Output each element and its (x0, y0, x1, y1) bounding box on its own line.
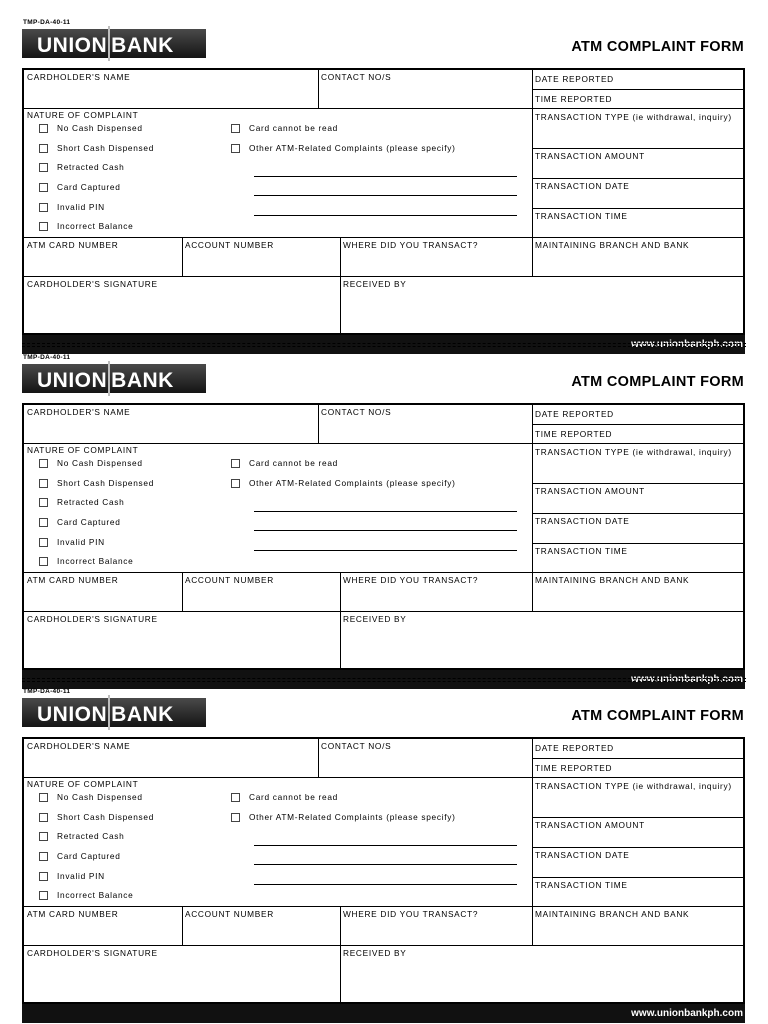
transaction-amount-field[interactable]: TRANSACTION AMOUNT (535, 486, 645, 496)
time-reported-field[interactable]: TIME REPORTED (535, 94, 613, 104)
checkbox[interactable] (39, 538, 48, 547)
row-divider (532, 543, 743, 544)
row-divider (532, 89, 743, 90)
where-transact-field[interactable]: WHERE DID YOU TRANSACT? (343, 909, 479, 919)
footer-bar (22, 670, 745, 689)
option-label: Retracted Cash (57, 162, 125, 172)
checkbox[interactable] (39, 459, 48, 468)
checkbox[interactable] (231, 479, 240, 488)
checkbox[interactable] (39, 852, 48, 861)
row-divider (532, 847, 743, 848)
maintaining-branch-field[interactable]: MAINTAINING BRANCH AND BANK (535, 909, 690, 919)
cardholder-signature-field[interactable]: CARDHOLDER'S SIGNATURE (27, 279, 158, 289)
nature-label: NATURE OF COMPLAINT (27, 779, 139, 789)
col-divider (340, 906, 341, 1004)
option-label: Short Cash Dispensed (57, 812, 155, 822)
col-divider (318, 70, 319, 108)
col-divider (318, 739, 319, 777)
unionbank-logo (22, 29, 206, 58)
maintaining-branch-field[interactable]: MAINTAINING BRANCH AND BANK (535, 575, 690, 585)
logo-text-union: UNION (37, 703, 108, 727)
received-by-field[interactable]: RECEIVED BY (343, 279, 407, 289)
logo-text-union: UNION (37, 34, 108, 58)
cut-line (22, 678, 746, 679)
checkbox[interactable] (39, 222, 48, 231)
logo-text-union: UNION (37, 369, 108, 393)
logo-divider (108, 361, 110, 396)
option-label: Invalid PIN (57, 537, 105, 547)
transaction-time-field[interactable]: TRANSACTION TIME (535, 546, 628, 556)
form-grid (22, 737, 745, 1004)
row-divider (532, 178, 743, 179)
row-divider (24, 443, 743, 444)
transaction-amount-field[interactable]: TRANSACTION AMOUNT (535, 820, 645, 830)
col-divider (532, 739, 533, 945)
cardholder-name-field[interactable]: CARDHOLDER'S NAME (27, 407, 131, 417)
specify-line[interactable] (254, 884, 517, 885)
checkbox[interactable] (39, 144, 48, 153)
option-label: Card cannot be read (249, 123, 338, 133)
col-divider (182, 906, 183, 945)
option-label: Short Cash Dispensed (57, 478, 155, 488)
cardholder-signature-field[interactable]: CARDHOLDER'S SIGNATURE (27, 948, 158, 958)
checkbox[interactable] (39, 793, 48, 802)
option-label: No Cash Dispensed (57, 458, 143, 468)
checkbox[interactable] (39, 124, 48, 133)
specify-line[interactable] (254, 845, 517, 846)
specify-line[interactable] (254, 215, 517, 216)
col-divider (340, 237, 341, 335)
col-divider (182, 237, 183, 276)
row-divider (24, 572, 743, 573)
option-label: Retracted Cash (57, 497, 125, 507)
row-divider (532, 877, 743, 878)
cardholder-name-field[interactable]: CARDHOLDER'S NAME (27, 741, 131, 751)
option-label: Other ATM-Related Complaints (please specify) (249, 812, 456, 822)
row-divider (532, 208, 743, 209)
transaction-type-field[interactable]: TRANSACTION TYPE (ie withdrawal, inquiry) (535, 447, 732, 457)
logo-text-bank: BANK (111, 34, 174, 58)
col-divider (318, 405, 319, 443)
option-label: Other ATM-Related Complaints (please specify) (249, 478, 456, 488)
form-grid (22, 68, 745, 335)
account-number-field[interactable]: ACCOUNT NUMBER (185, 240, 274, 250)
form-code: TMP-DA-40-11 (23, 19, 71, 26)
option-label: Retracted Cash (57, 831, 125, 841)
option-label: No Cash Dispensed (57, 123, 143, 133)
form-code: TMP-DA-40-11 (23, 354, 71, 361)
specify-line[interactable] (254, 550, 517, 551)
contact-field[interactable]: CONTACT NO/S (321, 407, 392, 417)
account-number-field[interactable]: ACCOUNT NUMBER (185, 575, 274, 585)
form-title: ATM COMPLAINT FORM (571, 374, 744, 390)
option-label: Other ATM-Related Complaints (please specify) (249, 143, 456, 153)
maintaining-branch-field[interactable]: MAINTAINING BRANCH AND BANK (535, 240, 690, 250)
logo-divider (108, 26, 110, 61)
option-label: Incorrect Balance (57, 221, 134, 231)
checkbox[interactable] (39, 183, 48, 192)
time-reported-field[interactable]: TIME REPORTED (535, 429, 613, 439)
account-number-field[interactable]: ACCOUNT NUMBER (185, 909, 274, 919)
website-link[interactable]: www.unionbankph.com (631, 339, 743, 350)
date-reported-field[interactable]: DATE REPORTED (535, 74, 614, 84)
row-divider (532, 758, 743, 759)
cardholder-signature-field[interactable]: CARDHOLDER'S SIGNATURE (27, 614, 158, 624)
logo-text-bank: BANK (111, 369, 174, 393)
row-divider (532, 148, 743, 149)
nature-label: NATURE OF COMPLAINT (27, 445, 139, 455)
row-divider (24, 108, 743, 109)
option-label: Card Captured (57, 851, 121, 861)
received-by-field[interactable]: RECEIVED BY (343, 948, 407, 958)
transaction-time-field[interactable]: TRANSACTION TIME (535, 880, 628, 890)
transaction-type-field[interactable]: TRANSACTION TYPE (ie withdrawal, inquiry) (535, 781, 732, 791)
form-grid (22, 403, 745, 670)
option-label: Card Captured (57, 182, 121, 192)
option-label: Card cannot be read (249, 458, 338, 468)
col-divider (182, 572, 183, 611)
transaction-date-field[interactable]: TRANSACTION DATE (535, 850, 630, 860)
checkbox[interactable] (39, 203, 48, 212)
row-divider (24, 237, 743, 238)
row-divider (24, 777, 743, 778)
date-reported-field[interactable]: DATE REPORTED (535, 409, 614, 419)
cut-line (22, 346, 746, 347)
option-label: Card cannot be read (249, 792, 338, 802)
time-reported-field[interactable]: TIME REPORTED (535, 763, 613, 773)
unionbank-logo (22, 364, 206, 393)
cardholder-name-field[interactable]: CARDHOLDER'S NAME (27, 72, 131, 82)
option-label: Invalid PIN (57, 871, 105, 881)
specify-line[interactable] (254, 864, 517, 865)
checkbox[interactable] (39, 832, 48, 841)
cut-line (22, 681, 746, 682)
unionbank-logo (22, 698, 206, 727)
atm-card-number-field[interactable]: ATM CARD NUMBER (27, 240, 119, 250)
checkbox[interactable] (231, 793, 240, 802)
specify-line[interactable] (254, 195, 517, 196)
transaction-date-field[interactable]: TRANSACTION DATE (535, 516, 630, 526)
contact-field[interactable]: CONTACT NO/S (321, 741, 392, 751)
website-link[interactable]: www.unionbankph.com (631, 1008, 743, 1019)
footer-bar (22, 335, 745, 354)
checkbox[interactable] (231, 144, 240, 153)
col-divider (532, 405, 533, 611)
website-link[interactable]: www.unionbankph.com (631, 674, 743, 685)
form-code: TMP-DA-40-11 (23, 688, 71, 695)
specify-line[interactable] (254, 511, 517, 512)
row-divider (24, 945, 743, 946)
row-divider (24, 276, 743, 277)
transaction-time-field[interactable]: TRANSACTION TIME (535, 211, 628, 221)
checkbox[interactable] (231, 459, 240, 468)
row-divider (532, 424, 743, 425)
atm-card-number-field[interactable]: ATM CARD NUMBER (27, 909, 119, 919)
option-label: No Cash Dispensed (57, 792, 143, 802)
checkbox[interactable] (231, 124, 240, 133)
checkbox[interactable] (39, 872, 48, 881)
atm-complaint-form (0, 688, 768, 1023)
option-label: Incorrect Balance (57, 556, 134, 566)
option-label: Incorrect Balance (57, 890, 134, 900)
checkbox[interactable] (39, 891, 48, 900)
checkbox[interactable] (231, 813, 240, 822)
option-label: Short Cash Dispensed (57, 143, 155, 153)
received-by-field[interactable]: RECEIVED BY (343, 614, 407, 624)
col-divider (532, 70, 533, 276)
specify-line[interactable] (254, 530, 517, 531)
row-divider (24, 611, 743, 612)
where-transact-field[interactable]: WHERE DID YOU TRANSACT? (343, 575, 479, 585)
cut-line (22, 343, 746, 344)
option-label: Card Captured (57, 517, 121, 527)
logo-divider (108, 695, 110, 730)
transaction-date-field[interactable]: TRANSACTION DATE (535, 181, 630, 191)
row-divider (532, 513, 743, 514)
where-transact-field[interactable]: WHERE DID YOU TRANSACT? (343, 240, 479, 250)
row-divider (24, 906, 743, 907)
form-title: ATM COMPLAINT FORM (571, 39, 744, 55)
row-divider (532, 817, 743, 818)
atm-complaint-form (0, 19, 768, 354)
col-divider (340, 572, 341, 670)
footer-bar (22, 1004, 745, 1023)
date-reported-field[interactable]: DATE REPORTED (535, 743, 614, 753)
transaction-type-field[interactable]: TRANSACTION TYPE (ie withdrawal, inquiry) (535, 112, 732, 122)
checkbox[interactable] (39, 557, 48, 566)
atm-card-number-field[interactable]: ATM CARD NUMBER (27, 575, 119, 585)
atm-complaint-form (0, 354, 768, 689)
specify-line[interactable] (254, 176, 517, 177)
contact-field[interactable]: CONTACT NO/S (321, 72, 392, 82)
row-divider (532, 483, 743, 484)
checkbox[interactable] (39, 498, 48, 507)
option-label: Invalid PIN (57, 202, 105, 212)
checkbox[interactable] (39, 518, 48, 527)
nature-label: NATURE OF COMPLAINT (27, 110, 139, 120)
form-title: ATM COMPLAINT FORM (571, 708, 744, 724)
checkbox[interactable] (39, 163, 48, 172)
checkbox[interactable] (39, 479, 48, 488)
logo-text-bank: BANK (111, 703, 174, 727)
transaction-amount-field[interactable]: TRANSACTION AMOUNT (535, 151, 645, 161)
checkbox[interactable] (39, 813, 48, 822)
